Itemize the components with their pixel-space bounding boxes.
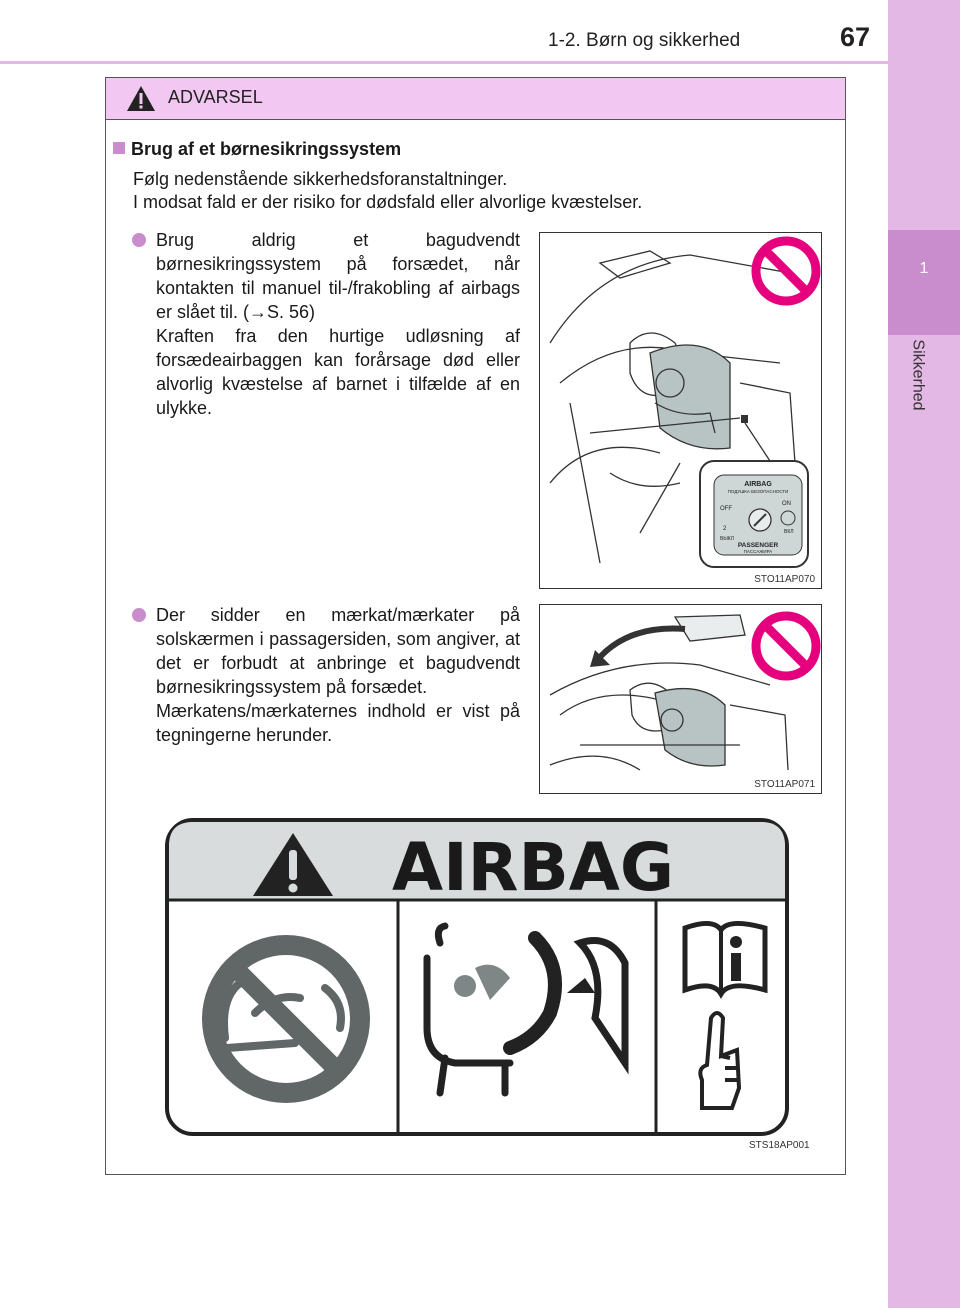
round-bullet-icon: [132, 608, 146, 622]
manual-info-icon: [685, 923, 765, 994]
figure-2-code: STO11AP071: [754, 779, 815, 790]
car-interior-visor-illustration: [540, 605, 821, 793]
figure-sun-visor-label: [539, 604, 822, 794]
no-rear-facing-seat-icon: [202, 935, 370, 1103]
figure-3-code: STS18AP001: [749, 1140, 810, 1151]
page-number: 67: [840, 22, 871, 52]
airbag-warning-label: [165, 818, 789, 1136]
warning-header: [106, 78, 845, 120]
switch-passenger-cyr-text: ПАССАЖИРА: [743, 549, 773, 554]
chapter-title: Sikkerhed: [909, 339, 927, 411]
header-divider: [0, 61, 888, 64]
figure-rear-facing-seat-airbag: [539, 232, 822, 589]
bullet-2-paragraph-1: Der sidder en mærkat/mærkater på solskærmen i passagersiden, som angiver, at det er forbudt at anbringe et bagudvendt børnesikringssystem på forsædet.: [156, 605, 520, 697]
switch-off-cyr-text: ВЫКЛ: [720, 536, 734, 542]
intro-line-1: Følg nedenstående sikkerhedsforanstaltninger.: [133, 169, 508, 189]
car-interior-illustration: [540, 233, 821, 588]
arrow-icon: [600, 629, 685, 657]
chapter-number: 1: [919, 260, 929, 277]
square-bullet-icon: [113, 142, 125, 154]
warning-triangle-icon: [126, 85, 156, 112]
switch-on-cyr-text: ВКЛ: [784, 529, 794, 535]
figure-1-code: STO11AP070: [754, 574, 815, 585]
bullet-1-paragraph-2: Kraften fra den hurtige udløsning af forsædeairbaggen kan forårsage død eller alvorlig kvæstelse af barnet i tilfælde af en ulykke.: [156, 326, 520, 418]
chapter-title-tab[interactable]: [888, 330, 960, 430]
airbag-label-title: AIRBAG: [391, 829, 675, 906]
bullet-item-1: [132, 228, 520, 420]
prohibition-icon: [756, 241, 816, 301]
subheading: [113, 139, 401, 160]
switch-passenger-text: PASSENGER: [737, 542, 779, 549]
round-bullet-icon: [132, 233, 146, 247]
subheading-text: Brug af et børnesikringssystem: [131, 139, 402, 159]
switch-off-text: OFF: [720, 506, 732, 512]
switch-location-marker: [741, 415, 748, 423]
warning-label: ADVARSEL: [168, 87, 263, 107]
intro-line-2: I modsat fald er der risiko for dødsfald eller alvorlige kvæstelser.: [133, 192, 643, 212]
bullet-1-paragraph-1: Brug aldrig et bagudvendt børnesikringssystem på forsædet, når kontakten til manuel til-/frakobling af airbags er slået til. (→S. 56): [156, 230, 520, 322]
prohibition-icon: [756, 616, 816, 676]
switch-on-text: ON: [782, 501, 791, 507]
chapter-sidebar: [888, 0, 960, 1308]
intro-text: [133, 168, 642, 214]
bullet-item-2: [132, 603, 520, 747]
section-title: 1-2. Børn og sikkerhed: [548, 30, 741, 51]
bullet-2-paragraph-2: Mærkatens/mærkaternes indhold er vist på tegningerne herunder.: [156, 701, 520, 745]
switch-airbag-text: AIRBAG: [744, 481, 772, 488]
chapter-number-tab[interactable]: [888, 230, 960, 335]
switch-airbag-cyr-text: ПОДУШКА БЕЗОПАСНОСТИ: [727, 489, 789, 494]
switch-number-text: 2: [723, 526, 727, 532]
